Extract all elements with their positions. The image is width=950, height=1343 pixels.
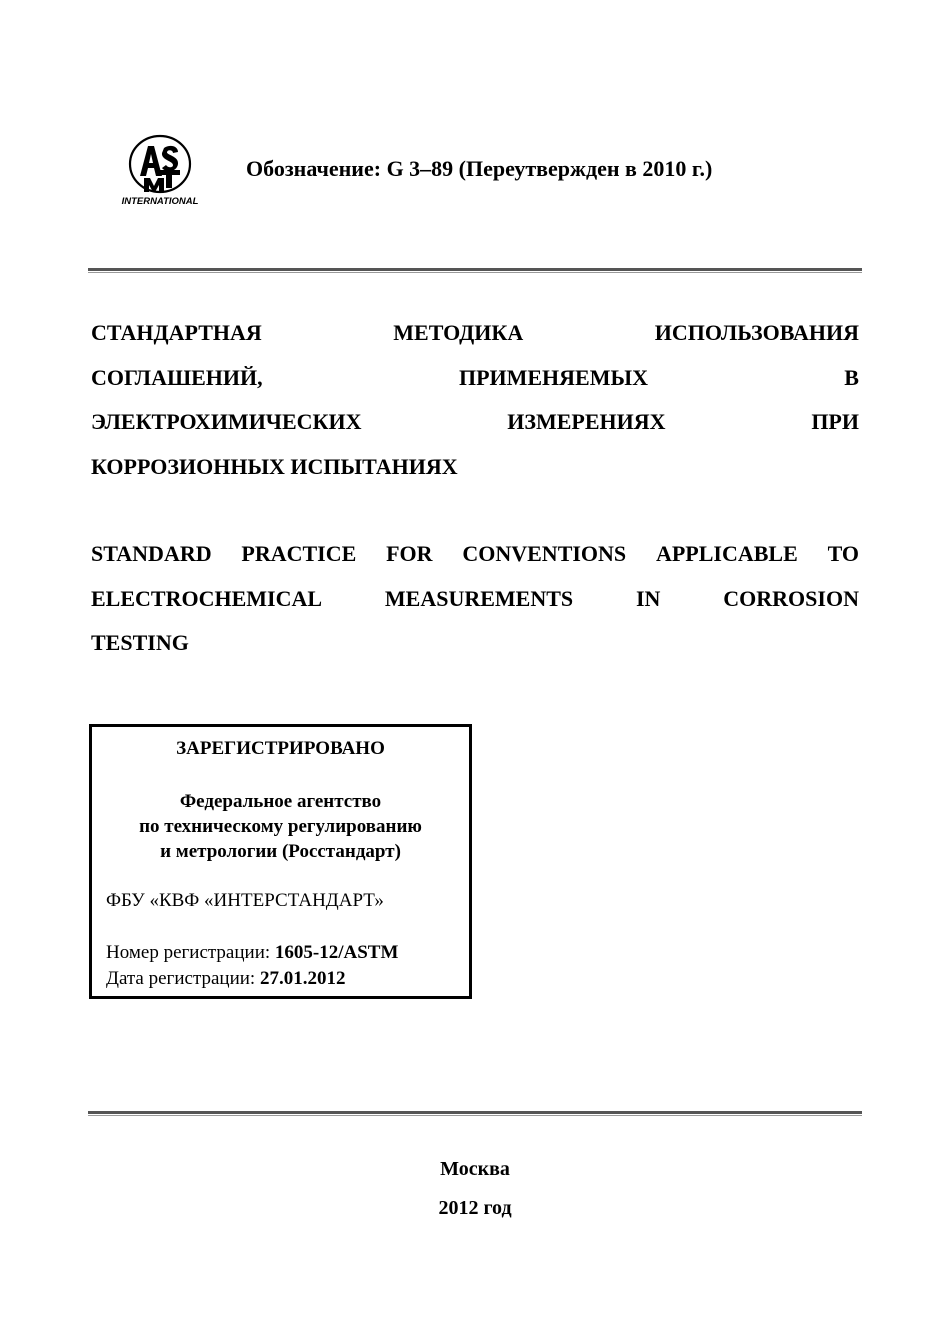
title-word: ИСПОЛЬЗОВАНИЯ xyxy=(654,320,859,345)
title-word: MEASUREMENTS xyxy=(384,585,574,611)
registration-number-value: 1605-12/ASTM xyxy=(274,942,399,963)
agency-line: Федеральное агентство xyxy=(179,791,382,812)
title-ru-line xyxy=(91,400,859,445)
title-word: APPLICABLE xyxy=(655,541,798,566)
footer-city: Москва xyxy=(440,1158,510,1180)
registration-date-row xyxy=(106,966,398,992)
registration-organization: ФБУ «КВФ «ИНТЕРСТАНДАРТ» xyxy=(106,890,384,911)
title-word: ПРИ xyxy=(811,409,859,434)
title-word: TESTING xyxy=(91,630,189,655)
astm-logo-mark xyxy=(118,132,202,208)
title-word: CORROSION xyxy=(723,585,859,611)
title-word: КОРРОЗИОННЫХ ИСПЫТАНИЯХ xyxy=(91,453,458,479)
title-word: STANDARD xyxy=(91,541,212,566)
title-en-line xyxy=(91,621,859,666)
registration-number-row xyxy=(106,940,398,966)
footer-year: 2012 год xyxy=(438,1197,512,1219)
title-word: В xyxy=(844,364,859,390)
title-russian xyxy=(91,311,859,489)
agency-line: по техническому регулированию xyxy=(139,816,422,837)
registration-agency xyxy=(92,789,469,864)
title-word: СОГЛАШЕНИЙ, xyxy=(91,364,263,390)
title-word: IN xyxy=(635,585,661,611)
astm-international-logo xyxy=(118,132,202,208)
registration-date-value: 27.01.2012 xyxy=(259,968,346,989)
title-ru-line xyxy=(91,445,859,490)
registration-details xyxy=(106,940,398,992)
title-en-line xyxy=(91,577,859,622)
title-word: ИЗМЕРЕНИЯХ xyxy=(507,409,666,434)
title-word: ПРИМЕНЯЕМЫХ xyxy=(458,364,648,390)
registration-box xyxy=(89,724,472,999)
title-word: PRACTICE xyxy=(241,541,357,566)
title-word: ЭЛЕКТРОХИМИЧЕСКИХ xyxy=(91,409,362,434)
title-english xyxy=(91,532,859,666)
bottom-divider xyxy=(88,1111,862,1116)
title-en-line xyxy=(91,532,859,577)
document-designation: Обозначение: G 3–89 (Переутвержден в 2010 г.) xyxy=(246,156,713,181)
agency-line: и метрологии (Росстандарт) xyxy=(160,841,401,862)
title-word: ELECTROCHEMICAL xyxy=(91,585,323,611)
title-word: CONVENTIONS xyxy=(462,541,627,566)
title-word: TO xyxy=(827,541,859,566)
registration-date-label: Дата регистрации: xyxy=(106,968,260,989)
title-word: FOR xyxy=(386,541,433,566)
svg-text:INTERNATIONAL: INTERNATIONAL xyxy=(121,196,199,207)
top-divider xyxy=(88,268,862,273)
title-word: СТАНДАРТНАЯ xyxy=(91,320,262,345)
title-ru-line xyxy=(91,356,859,401)
registration-number-label: Номер регистрации: xyxy=(106,942,275,963)
title-ru-line xyxy=(91,311,859,356)
title-word: МЕТОДИКА xyxy=(393,320,524,345)
registration-heading: ЗАРЕГИСТРИРОВАНО xyxy=(176,738,385,759)
